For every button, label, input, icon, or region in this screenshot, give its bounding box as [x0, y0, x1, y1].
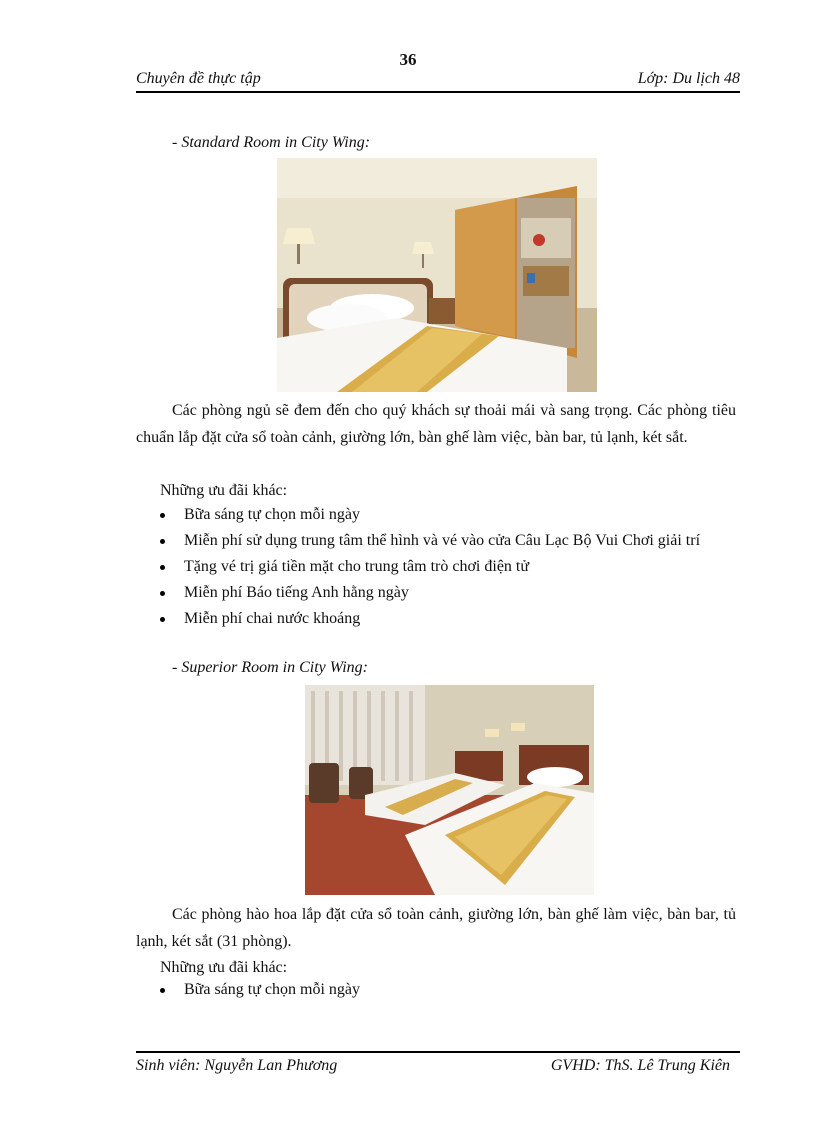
offers-list-2 [136, 978, 736, 1004]
bullet-icon [160, 617, 165, 622]
list-item: Miễn phí chai nước khoáng [136, 607, 736, 631]
standard-room-paragraph [136, 397, 736, 451]
offers-list-1 [136, 503, 736, 633]
list-item: Bữa sáng tự chọn mỗi ngày [136, 978, 736, 1002]
standard-room-text: Các phòng ngủ sẽ đem đến cho quý khách sự thoải mái và sang trọng. Các phòng tiêu chuẩn lắp đặt cửa sổ toàn cảnh, giường lớn, bàn ghế làm việc, bàn bar, tủ lạnh, két sắt. [136, 402, 736, 446]
offers-label-2: Những ưu đãi khác: [160, 959, 288, 976]
standard-room-caption: - Standard Room in City Wing: [172, 134, 371, 151]
footer-rule [136, 1051, 740, 1053]
footer-advisor: GVHD: ThS. Lê Trung Kiên [550, 1057, 730, 1074]
header-course: Chuyên đề thực tập [136, 70, 261, 87]
page-number: 36 [399, 50, 417, 69]
superior-room-paragraph [136, 901, 736, 955]
bullet-icon [160, 565, 165, 570]
superior-room-text: Các phòng hào hoa lắp đặt cửa sổ toàn cảnh, giường lớn, bàn ghế làm việc, bàn bar, tủ lạnh, két sắt (31 phòng). [136, 906, 736, 950]
offers-label-1: Những ưu đãi khác: [160, 482, 288, 499]
superior-room-caption: - Superior Room in City Wing: [172, 659, 368, 676]
bullet-icon [160, 988, 165, 993]
footer-student: Sinh viên: Nguyễn Lan Phương [136, 1057, 338, 1074]
list-item: Miễn phí sử dụng trung tâm thể hình và vé vào cửa Câu Lạc Bộ Vui Chơi giải trí [136, 529, 736, 553]
header-rule [136, 91, 740, 93]
header-class: Lớp: Du lịch 48 [637, 70, 740, 87]
bullet-icon [160, 539, 165, 544]
bullet-icon [160, 591, 165, 596]
list-item: Bữa sáng tự chọn mỗi ngày [136, 503, 736, 527]
list-item: Tặng vé trị giá tiền mặt cho trung tâm trò chơi điện tử [136, 555, 736, 579]
bullet-icon [160, 513, 165, 518]
list-item: Miễn phí Báo tiếng Anh hằng ngày [136, 581, 736, 605]
superior-room-photo [305, 685, 594, 895]
standard-room-photo [277, 158, 597, 392]
